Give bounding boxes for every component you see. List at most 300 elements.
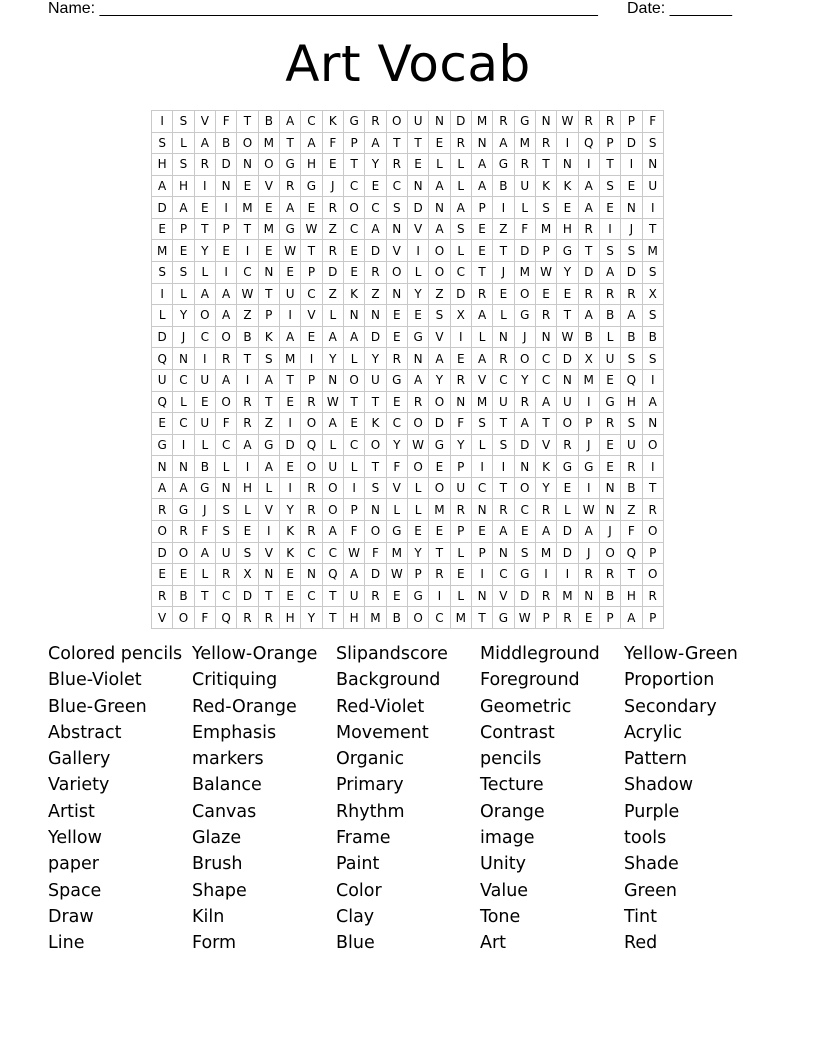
grid-cell: E xyxy=(557,284,578,306)
grid-cell: R xyxy=(216,564,237,586)
grid-cell: L xyxy=(451,240,472,262)
grid-cell: L xyxy=(472,327,493,349)
word-list-item: Value xyxy=(480,880,529,901)
grid-cell: T xyxy=(344,154,365,176)
grid-cell: A xyxy=(173,197,194,219)
grid-cell: C xyxy=(472,478,493,500)
grid-cell: A xyxy=(472,348,493,370)
grid-cell: M xyxy=(472,392,493,414)
grid-cell: E xyxy=(280,586,301,608)
grid-cell: D xyxy=(557,348,578,370)
grid-cell: X xyxy=(643,284,664,306)
grid-cell: R xyxy=(195,154,216,176)
grid-cell: R xyxy=(579,564,600,586)
grid-cell: R xyxy=(301,521,322,543)
grid-cell: E xyxy=(259,240,280,262)
grid-cell: L xyxy=(451,176,472,198)
grid-cell: E xyxy=(152,219,173,241)
grid-cell: W xyxy=(579,499,600,521)
page-title: Art Vocab xyxy=(285,35,531,93)
grid-cell: P xyxy=(536,240,557,262)
word-list-item: Colored pencils xyxy=(48,644,183,664)
word-list-item: Emphasis xyxy=(192,722,277,743)
grid-cell: Y xyxy=(408,284,429,306)
grid-cell: C xyxy=(387,176,408,198)
grid-cell: E xyxy=(216,240,237,262)
grid-cell: C xyxy=(173,413,194,435)
grid-cell: Y xyxy=(515,370,536,392)
grid-cell: M xyxy=(643,240,664,262)
grid-cell: O xyxy=(515,348,536,370)
grid-cell: M xyxy=(387,543,408,565)
grid-cell: Z xyxy=(237,305,258,327)
grid-cell: E xyxy=(408,154,429,176)
grid-cell: V xyxy=(429,327,450,349)
word-list-item: Slipandscore xyxy=(336,644,448,664)
grid-cell: G xyxy=(515,564,536,586)
grid-cell: I xyxy=(579,478,600,500)
grid-cell: N xyxy=(536,327,557,349)
grid-cell: F xyxy=(515,219,536,241)
grid-cell: O xyxy=(408,413,429,435)
grid-cell: O xyxy=(429,392,450,414)
grid-cell: S xyxy=(173,154,194,176)
grid-cell: I xyxy=(259,521,280,543)
grid-cell: I xyxy=(579,392,600,414)
grid-cell: E xyxy=(280,564,301,586)
grid-cell: M xyxy=(557,586,578,608)
grid-cell: U xyxy=(216,543,237,565)
grid-cell: A xyxy=(195,284,216,306)
word-list-item: Shape xyxy=(192,880,247,901)
grid-cell: V xyxy=(472,370,493,392)
word-list-item: Primary xyxy=(336,775,404,796)
grid-cell: S xyxy=(259,348,280,370)
word-list-item: Rhythm xyxy=(336,801,405,822)
grid-cell: J xyxy=(600,521,621,543)
grid-cell: R xyxy=(536,133,557,155)
grid-cell: N xyxy=(152,456,173,478)
grid-cell: R xyxy=(579,219,600,241)
grid-cell: P xyxy=(643,607,664,629)
grid-cell: O xyxy=(643,521,664,543)
grid-cell: M xyxy=(365,607,386,629)
grid-cell: R xyxy=(600,111,621,133)
grid-cell: M xyxy=(536,543,557,565)
grid-cell: K xyxy=(280,543,301,565)
word-list-item: Draw xyxy=(48,906,94,927)
grid-cell: R xyxy=(237,392,258,414)
grid-cell: X xyxy=(451,305,472,327)
grid-cell: C xyxy=(195,327,216,349)
grid-cell: L xyxy=(600,327,621,349)
grid-cell: A xyxy=(323,327,344,349)
grid-cell: C xyxy=(515,499,536,521)
grid-cell: G xyxy=(557,456,578,478)
grid-cell: I xyxy=(344,478,365,500)
grid-cell: W xyxy=(557,111,578,133)
grid-cell: I xyxy=(216,262,237,284)
grid-cell: Q xyxy=(152,348,173,370)
grid-cell: N xyxy=(493,543,514,565)
grid-cell: G xyxy=(387,521,408,543)
grid-cell: F xyxy=(621,521,642,543)
grid-cell: H xyxy=(621,586,642,608)
grid-cell: L xyxy=(152,305,173,327)
grid-cell: R xyxy=(152,586,173,608)
grid-cell: B xyxy=(579,327,600,349)
grid-cell: A xyxy=(216,370,237,392)
grid-cell: Z xyxy=(429,284,450,306)
grid-cell: R xyxy=(280,176,301,198)
grid-cell: D xyxy=(515,435,536,457)
grid-cell: R xyxy=(387,348,408,370)
grid-cell: H xyxy=(237,478,258,500)
grid-cell: E xyxy=(600,456,621,478)
grid-cell: U xyxy=(323,456,344,478)
grid-cell: O xyxy=(557,413,578,435)
grid-cell: L xyxy=(173,392,194,414)
grid-cell: I xyxy=(173,435,194,457)
grid-cell: T xyxy=(387,133,408,155)
grid-cell: A xyxy=(344,564,365,586)
grid-cell: U xyxy=(408,111,429,133)
grid-cell: V xyxy=(259,176,280,198)
grid-cell: R xyxy=(365,111,386,133)
word-list-item: Paint xyxy=(336,854,380,875)
grid-cell: I xyxy=(280,478,301,500)
word-list-item: Proportion xyxy=(624,670,715,691)
grid-cell: P xyxy=(472,543,493,565)
grid-cell: E xyxy=(387,305,408,327)
grid-cell: D xyxy=(621,262,642,284)
grid-cell: R xyxy=(301,478,322,500)
grid-cell: T xyxy=(365,392,386,414)
grid-cell: E xyxy=(600,435,621,457)
grid-cell: C xyxy=(301,284,322,306)
grid-cell: A xyxy=(429,348,450,370)
grid-cell: M xyxy=(152,240,173,262)
grid-cell: P xyxy=(472,197,493,219)
grid-cell: B xyxy=(195,456,216,478)
grid-cell: E xyxy=(152,413,173,435)
word-list-item: Yellow-Orange xyxy=(192,644,318,664)
grid-cell: R xyxy=(536,586,557,608)
grid-cell: K xyxy=(259,327,280,349)
grid-cell: R xyxy=(536,305,557,327)
word-list-item: Artist xyxy=(48,801,95,822)
grid-cell: Z xyxy=(365,284,386,306)
grid-cell: O xyxy=(600,543,621,565)
grid-cell: L xyxy=(323,435,344,457)
grid-cell: E xyxy=(472,240,493,262)
grid-cell: O xyxy=(216,392,237,414)
grid-cell: O xyxy=(429,262,450,284)
grid-cell: S xyxy=(152,133,173,155)
grid-cell: G xyxy=(280,154,301,176)
grid-cell: D xyxy=(451,111,472,133)
grid-cell: L xyxy=(451,154,472,176)
grid-cell: C xyxy=(344,219,365,241)
grid-cell: T xyxy=(280,133,301,155)
grid-cell: K xyxy=(365,413,386,435)
grid-cell: E xyxy=(536,284,557,306)
grid-cell: A xyxy=(195,133,216,155)
grid-cell: E xyxy=(344,240,365,262)
grid-cell: U xyxy=(152,370,173,392)
grid-cell: R xyxy=(301,499,322,521)
grid-cell: R xyxy=(643,499,664,521)
grid-cell: E xyxy=(600,197,621,219)
grid-cell: E xyxy=(173,240,194,262)
grid-cell: D xyxy=(365,240,386,262)
word-search-grid xyxy=(151,110,664,629)
grid-cell: E xyxy=(344,262,365,284)
grid-cell: I xyxy=(429,586,450,608)
grid-cell: N xyxy=(408,348,429,370)
grid-cell: R xyxy=(579,111,600,133)
grid-cell: T xyxy=(408,133,429,155)
grid-cell: I xyxy=(557,133,578,155)
grid-cell: S xyxy=(600,176,621,198)
grid-cell: N xyxy=(216,478,237,500)
grid-cell: T xyxy=(600,154,621,176)
grid-cell: O xyxy=(643,435,664,457)
word-list-item: Kiln xyxy=(192,906,225,927)
word-list-item: Secondary xyxy=(624,696,717,717)
grid-cell: I xyxy=(195,176,216,198)
grid-cell: R xyxy=(579,284,600,306)
grid-cell: G xyxy=(344,111,365,133)
word-list-item: Form xyxy=(192,933,237,954)
grid-cell: R xyxy=(429,564,450,586)
grid-cell: A xyxy=(536,521,557,543)
grid-cell: O xyxy=(173,607,194,629)
grid-cell: M xyxy=(259,133,280,155)
grid-cell: J xyxy=(195,499,216,521)
grid-cell: E xyxy=(621,176,642,198)
grid-cell: A xyxy=(472,154,493,176)
grid-cell: J xyxy=(621,219,642,241)
grid-cell: C xyxy=(301,586,322,608)
grid-cell: O xyxy=(301,413,322,435)
grid-cell: A xyxy=(621,607,642,629)
grid-cell: E xyxy=(344,413,365,435)
grid-cell: Y xyxy=(387,435,408,457)
grid-cell: L xyxy=(387,499,408,521)
grid-cell: G xyxy=(408,586,429,608)
grid-cell: R xyxy=(237,607,258,629)
grid-cell: L xyxy=(429,154,450,176)
grid-cell: L xyxy=(451,543,472,565)
grid-cell: U xyxy=(557,392,578,414)
grid-cell: N xyxy=(429,111,450,133)
grid-cell: N xyxy=(429,197,450,219)
grid-cell: G xyxy=(493,607,514,629)
grid-cell: P xyxy=(451,521,472,543)
grid-cell: E xyxy=(237,176,258,198)
grid-cell: E xyxy=(451,564,472,586)
grid-cell: P xyxy=(301,370,322,392)
grid-cell: R xyxy=(493,111,514,133)
grid-cell: N xyxy=(216,176,237,198)
grid-cell: B xyxy=(600,305,621,327)
grid-cell: E xyxy=(493,284,514,306)
grid-cell: U xyxy=(600,348,621,370)
grid-cell: C xyxy=(493,564,514,586)
grid-cell: C xyxy=(301,543,322,565)
grid-cell: L xyxy=(344,456,365,478)
grid-cell: M xyxy=(451,607,472,629)
grid-cell: E xyxy=(472,521,493,543)
grid-cell: I xyxy=(237,456,258,478)
grid-cell: C xyxy=(536,370,557,392)
grid-cell: O xyxy=(344,197,365,219)
grid-cell: P xyxy=(344,499,365,521)
grid-cell: S xyxy=(621,413,642,435)
grid-cell: A xyxy=(643,392,664,414)
grid-cell: G xyxy=(493,154,514,176)
grid-cell: F xyxy=(387,456,408,478)
grid-cell: G xyxy=(259,435,280,457)
grid-cell: N xyxy=(408,176,429,198)
grid-cell: T xyxy=(259,392,280,414)
grid-cell: M xyxy=(280,348,301,370)
grid-cell: L xyxy=(408,262,429,284)
grid-cell: X xyxy=(237,564,258,586)
grid-cell: E xyxy=(429,456,450,478)
grid-cell: Q xyxy=(621,543,642,565)
grid-cell: L xyxy=(493,305,514,327)
header xyxy=(48,0,768,20)
grid-cell: A xyxy=(259,456,280,478)
grid-cell: N xyxy=(365,499,386,521)
grid-cell: P xyxy=(173,219,194,241)
grid-cell: U xyxy=(515,176,536,198)
grid-cell: O xyxy=(429,240,450,262)
grid-cell: A xyxy=(152,478,173,500)
grid-cell: E xyxy=(323,154,344,176)
grid-cell: T xyxy=(259,586,280,608)
grid-cell: R xyxy=(493,499,514,521)
grid-cell: D xyxy=(557,521,578,543)
grid-cell: C xyxy=(493,370,514,392)
grid-cell: F xyxy=(451,413,472,435)
grid-cell: T xyxy=(493,240,514,262)
word-list-item: Organic xyxy=(336,749,405,770)
grid-cell: A xyxy=(579,176,600,198)
word-list-item: Color xyxy=(336,880,382,901)
grid-cell: J xyxy=(323,176,344,198)
grid-cell: U xyxy=(365,370,386,392)
grid-cell: N xyxy=(365,305,386,327)
grid-cell: T xyxy=(237,219,258,241)
grid-cell: E xyxy=(280,262,301,284)
grid-cell: E xyxy=(557,197,578,219)
word-list-item: Gallery xyxy=(48,749,111,770)
grid-cell: R xyxy=(216,348,237,370)
word-list-item: Middleground xyxy=(480,644,600,664)
word-list-item: Shade xyxy=(624,854,679,875)
word-list-item: Yellow xyxy=(48,828,102,849)
grid-cell: A xyxy=(579,197,600,219)
grid-cell: B xyxy=(493,176,514,198)
grid-cell: Q xyxy=(152,392,173,414)
grid-cell: V xyxy=(259,543,280,565)
grid-cell: J xyxy=(173,327,194,349)
grid-cell: E xyxy=(451,348,472,370)
grid-cell: W xyxy=(280,240,301,262)
word-list-item: Blue xyxy=(336,933,375,954)
grid-cell: W xyxy=(301,219,322,241)
grid-cell: A xyxy=(323,521,344,543)
grid-cell: E xyxy=(600,370,621,392)
grid-cell: R xyxy=(301,392,322,414)
grid-cell: E xyxy=(472,219,493,241)
grid-cell: K xyxy=(280,521,301,543)
grid-cell: O xyxy=(515,478,536,500)
grid-cell: G xyxy=(515,111,536,133)
grid-cell: I xyxy=(493,456,514,478)
grid-cell: I xyxy=(472,456,493,478)
grid-cell: B xyxy=(387,607,408,629)
word-list-item: Background xyxy=(336,670,441,691)
grid-cell: J xyxy=(579,543,600,565)
grid-cell: T xyxy=(493,478,514,500)
grid-cell: I xyxy=(643,456,664,478)
grid-cell: T xyxy=(557,305,578,327)
word-list-item: Tecture xyxy=(480,775,544,796)
grid-cell: H xyxy=(344,607,365,629)
grid-cell: Y xyxy=(301,607,322,629)
grid-cell: C xyxy=(323,543,344,565)
grid-cell: F xyxy=(643,111,664,133)
grid-cell: A xyxy=(259,370,280,392)
grid-cell: C xyxy=(173,370,194,392)
grid-cell: T xyxy=(493,413,514,435)
grid-cell: B xyxy=(643,327,664,349)
grid-cell: O xyxy=(173,543,194,565)
grid-cell: V xyxy=(408,219,429,241)
grid-cell: W xyxy=(237,284,258,306)
grid-cell: R xyxy=(365,586,386,608)
grid-cell: S xyxy=(643,133,664,155)
grid-cell: J xyxy=(515,327,536,349)
grid-cell: T xyxy=(344,392,365,414)
grid-cell: J xyxy=(579,435,600,457)
grid-cell: N xyxy=(173,456,194,478)
grid-cell: S xyxy=(621,348,642,370)
grid-cell: S xyxy=(643,348,664,370)
grid-cell: L xyxy=(408,499,429,521)
grid-cell: E xyxy=(387,586,408,608)
grid-cell: R xyxy=(600,564,621,586)
grid-cell: Z xyxy=(323,284,344,306)
grid-cell: U xyxy=(280,284,301,306)
grid-cell: T xyxy=(536,413,557,435)
word-list-item: Movement xyxy=(336,722,429,743)
grid-cell: K xyxy=(323,111,344,133)
grid-cell: K xyxy=(536,456,557,478)
grid-cell: P xyxy=(579,413,600,435)
grid-cell: H xyxy=(621,392,642,414)
grid-cell: M xyxy=(536,219,557,241)
grid-cell: I xyxy=(493,197,514,219)
word-list-item: Shadow xyxy=(624,775,694,796)
grid-cell: T xyxy=(365,456,386,478)
grid-cell: W xyxy=(536,262,557,284)
grid-cell: I xyxy=(152,111,173,133)
